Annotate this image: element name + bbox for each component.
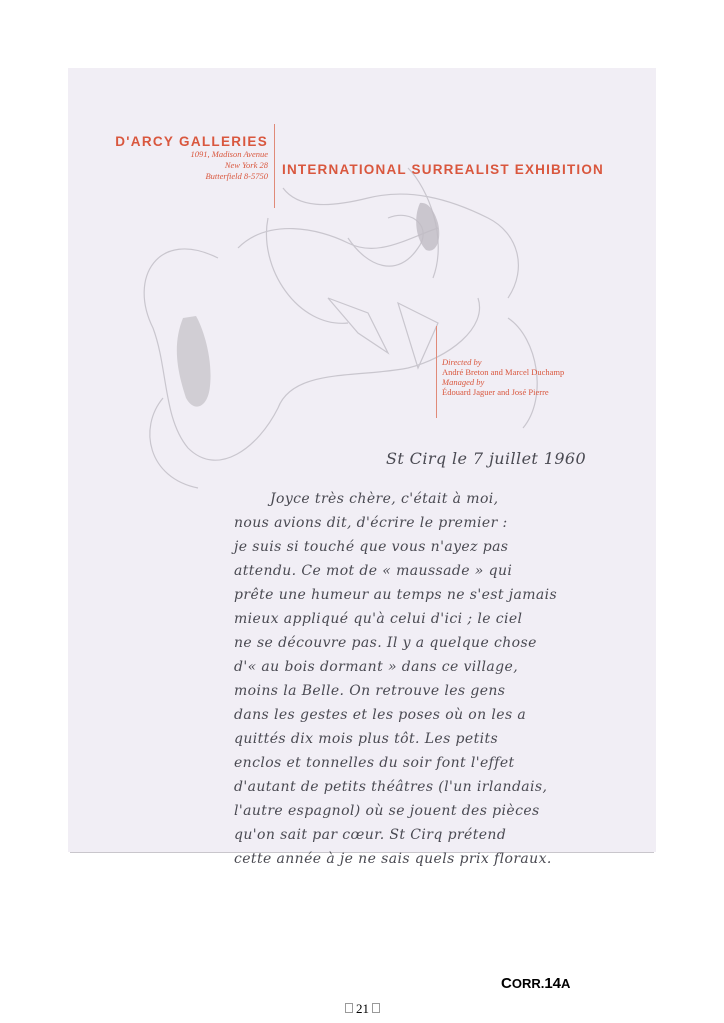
exhibition-title: INTERNATIONAL SURREALIST EXHIBITION xyxy=(282,162,605,177)
letter-line: nous avions dit, d'écrire le premier : xyxy=(234,515,508,531)
bracket-glyph xyxy=(345,1003,353,1013)
correspondence-label: CORR.14A xyxy=(501,975,571,992)
credit-label: Managed by xyxy=(442,377,485,387)
letter-line: quittés dix mois plus tôt. Les petits xyxy=(234,731,499,747)
letter-line: mieux appliqué qu'à celui d'ici ; le ciel xyxy=(234,611,523,627)
letter-date: St Cirq le 7 juillet 1960 xyxy=(386,449,587,468)
letter-line: cette année à je ne sais quels prix floraux. xyxy=(234,851,552,867)
bracket-glyph xyxy=(372,1003,380,1013)
letter-line: attendu. Ce mot de « maussade » qui xyxy=(234,563,513,579)
gallery-phone: Butterfield 8-5750 xyxy=(205,171,268,181)
letter-line: dans les gestes et les poses où on les a xyxy=(234,707,527,723)
page-number: 21 xyxy=(342,1001,383,1017)
gallery-address-line: New York 28 xyxy=(224,160,268,170)
gallery-address-line: 1091, Madison Avenue xyxy=(190,149,268,159)
letter-line: d'autant de petits théâtres (l'un irlandais, xyxy=(234,779,548,795)
credits-divider xyxy=(436,326,437,418)
letter-line: l'autre espagnol) où se jouent des pièces xyxy=(234,803,540,819)
credit-names: André Breton and Marcel Duchamp xyxy=(442,367,565,377)
letter-line: moins la Belle. On retrouve les gens xyxy=(234,683,506,699)
credit-names: Édouard Jaguer and José Pierre xyxy=(442,387,549,397)
letter-line: d'« au bois dormant » dans ce village, xyxy=(234,659,519,675)
letter-line: Joyce très chère, c'était à moi, xyxy=(270,491,499,507)
exhibition-credits xyxy=(442,357,564,397)
letterhead-divider xyxy=(274,124,275,208)
letter-line: prête une humeur au temps ne s'est jamais xyxy=(234,587,558,603)
credit-label: Directed by xyxy=(442,357,482,367)
gallery-name: D'ARCY GALLERIES xyxy=(115,134,268,149)
letter-line: je suis si touché que vous n'ayez pas xyxy=(234,539,509,555)
letter-line: qu'on sait par cœur. St Cirq prétend xyxy=(234,827,507,843)
letter-line: ne se découvre pas. Il y a quelque chose xyxy=(234,635,537,651)
letter-line: enclos et tonnelles du soir font l'effet xyxy=(234,755,515,771)
gallery-letterhead xyxy=(68,134,268,182)
